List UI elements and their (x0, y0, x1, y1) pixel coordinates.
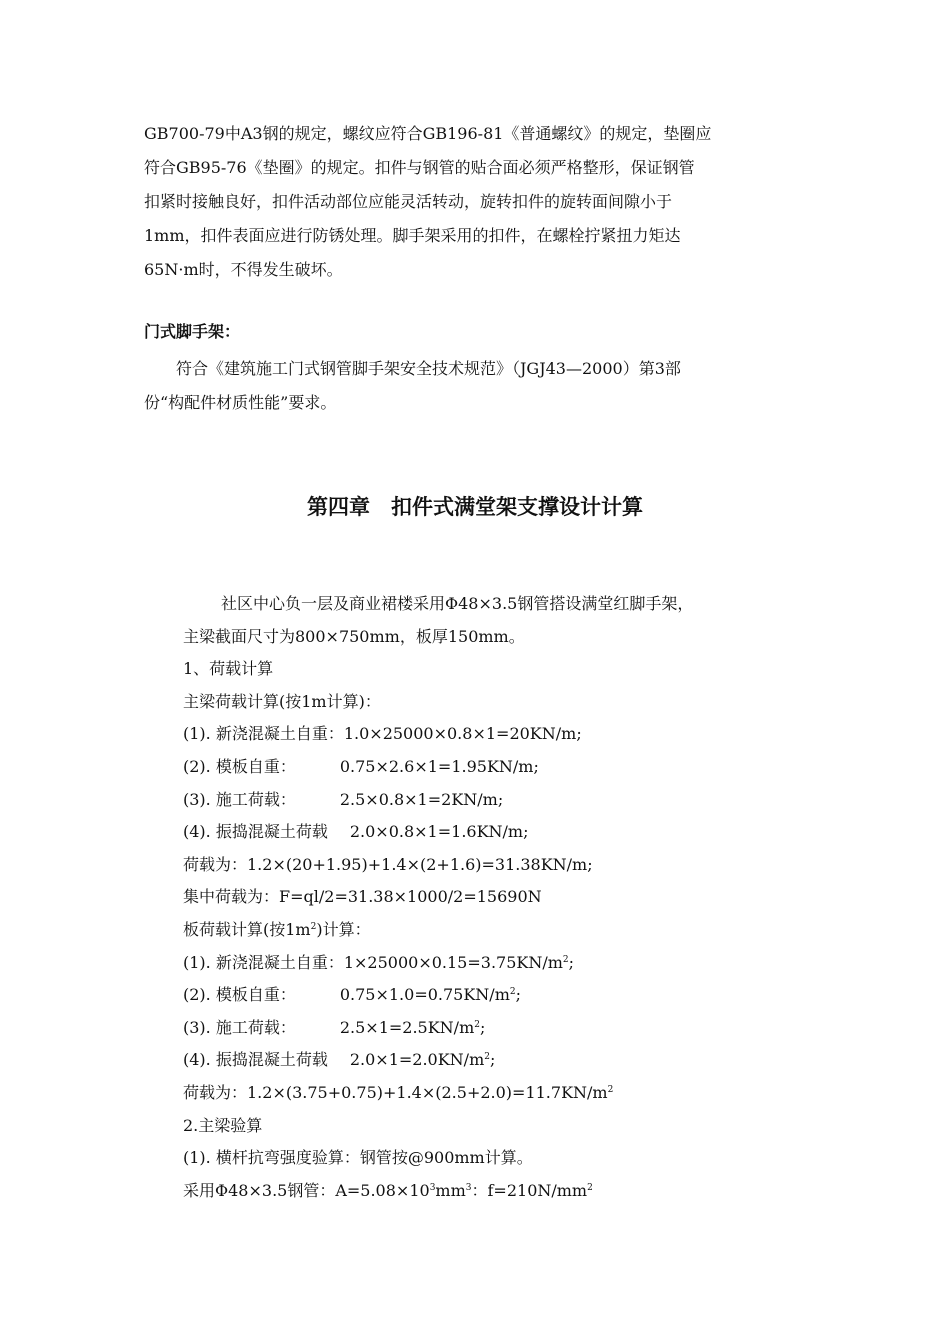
calc-intro-line: 主梁截面尺寸为800×750mm，板厚150mm。 (183, 626, 525, 646)
superscript: 2 (607, 1084, 614, 1095)
text-line: 符合《建筑施工门式钢管脚手架安全技术规范》（JGJ43—2000）第3部 (144, 359, 681, 378)
slab-load-item (183, 979, 823, 1012)
text-line: 符合GB95-76《垫圈》的规定。扣件与钢管的贴合面必须严格整形，保证钢管 (144, 158, 695, 177)
heading-text: 板荷载计算(按1m (183, 919, 311, 939)
slab-load-item (183, 947, 823, 980)
item-tail: ; (489, 1050, 496, 1070)
text-line: GB700-79中A3钢的规定，螺纹应符合GB196-81《普通螺纹》的规定，垫圈应 (144, 124, 712, 143)
item-label: (2). 模板自重： (183, 756, 296, 776)
item-value: 0.75×2.6×1=1.95KN/m; (339, 756, 539, 776)
section-heading-door-scaffold: 门式脚手架： (144, 322, 241, 341)
item-label: (2). 模板自重： (183, 985, 296, 1005)
heading-text: )计算： (316, 919, 371, 939)
steel-pipe-properties (183, 1175, 823, 1208)
beam-load-item (183, 751, 823, 784)
total-text: 荷载为：1.2×(3.75+0.75)+1.4×(2.5+2.0)=11.7KN/m (183, 1082, 608, 1102)
item-value: 1.0×25000×0.8×1=20KN/m; (343, 724, 582, 744)
superscript: 2 (587, 1182, 593, 1193)
load-calc-heading: 1、荷载计算 (183, 659, 274, 679)
door-scaffold-paragraph (144, 352, 808, 420)
slab-load-item (183, 1044, 823, 1077)
formula-text: ：f=210N/mm (471, 1180, 588, 1200)
slab-load-heading (183, 914, 823, 947)
item-label: (4). 振捣混凝土荷载 (183, 822, 328, 842)
text-line: 扣紧时接触良好，扣件活动部位应能灵活转动，旋转扣件的旋转面间隙小于 (144, 192, 673, 211)
item-label: (3). 施工荷载： (183, 789, 296, 809)
beam-load-item (183, 784, 823, 817)
beam-concentrated-load: 集中荷载为：F=ql/2=31.38×1000/2=15690N (183, 887, 542, 907)
slab-total-load (183, 1077, 823, 1110)
formula-text: 采用Φ48×3.5钢管：A=5.08×10 (183, 1180, 430, 1200)
item-tail: ; (479, 1017, 486, 1037)
formula-text: mm (435, 1180, 466, 1200)
text-line: 1mm，扣件表面应进行防锈处理。脚手架采用的扣件，在螺栓拧紧扭力矩达 (144, 226, 681, 245)
item-value: 2.5×0.8×1=2KN/m; (339, 789, 504, 809)
beam-check-heading: 2.主梁验算 (183, 1115, 263, 1135)
item-label: (1). 新浇混凝土自重： (183, 952, 344, 972)
beam-load-item (183, 816, 823, 849)
superscript: 2 (484, 1052, 490, 1063)
superscript: 2 (474, 1019, 480, 1030)
beam-load-item (183, 718, 823, 751)
beam-total-load: 荷载为：1.2×(20+1.95)+1.4×(2+1.6)=31.38KN/m; (183, 854, 593, 874)
text-line: 份“构配件材质性能”要求。 (144, 393, 337, 412)
item-value: 2.0×0.8×1=1.6KN/m; (349, 822, 529, 842)
item-value: 2.5×1=2.5KN/m (339, 1017, 475, 1037)
bending-check-item: (1). 横杆抗弯强度验算：钢管按@900mm计算。 (183, 1148, 533, 1168)
superscript: 2 (310, 921, 317, 932)
superscript: 2 (509, 987, 516, 998)
intro-paragraph (144, 117, 808, 287)
item-label: (1). 新浇混凝土自重： (183, 724, 344, 744)
superscript: 3 (429, 1182, 436, 1193)
item-tail: ; (515, 985, 521, 1005)
item-value: 1×25000×0.15=3.75KN/m (343, 952, 563, 972)
item-tail: ; (568, 952, 575, 972)
text-line: 65N·m时，不得发生破坏。 (144, 260, 343, 279)
superscript: 2 (562, 954, 569, 965)
item-value: 2.0×1=2.0KN/m (349, 1050, 485, 1070)
item-label: (3). 施工荷载： (183, 1017, 296, 1037)
chapter-title: 第四章 扣件式满堂架支撑设计计算 (307, 495, 643, 519)
superscript: 3 (465, 1182, 472, 1193)
calculation-section (183, 588, 823, 1207)
calc-intro-line: 社区中心负一层及商业裙楼采用Φ48×3.5钢管搭设满堂红脚手架， (221, 594, 694, 613)
slab-load-item (183, 1012, 823, 1045)
item-value: 0.75×1.0=0.75KN/m (339, 985, 510, 1005)
item-label: (4). 振捣混凝土荷载 (183, 1050, 328, 1070)
beam-load-heading: 主梁荷载计算(按1m计算)： (183, 691, 381, 711)
